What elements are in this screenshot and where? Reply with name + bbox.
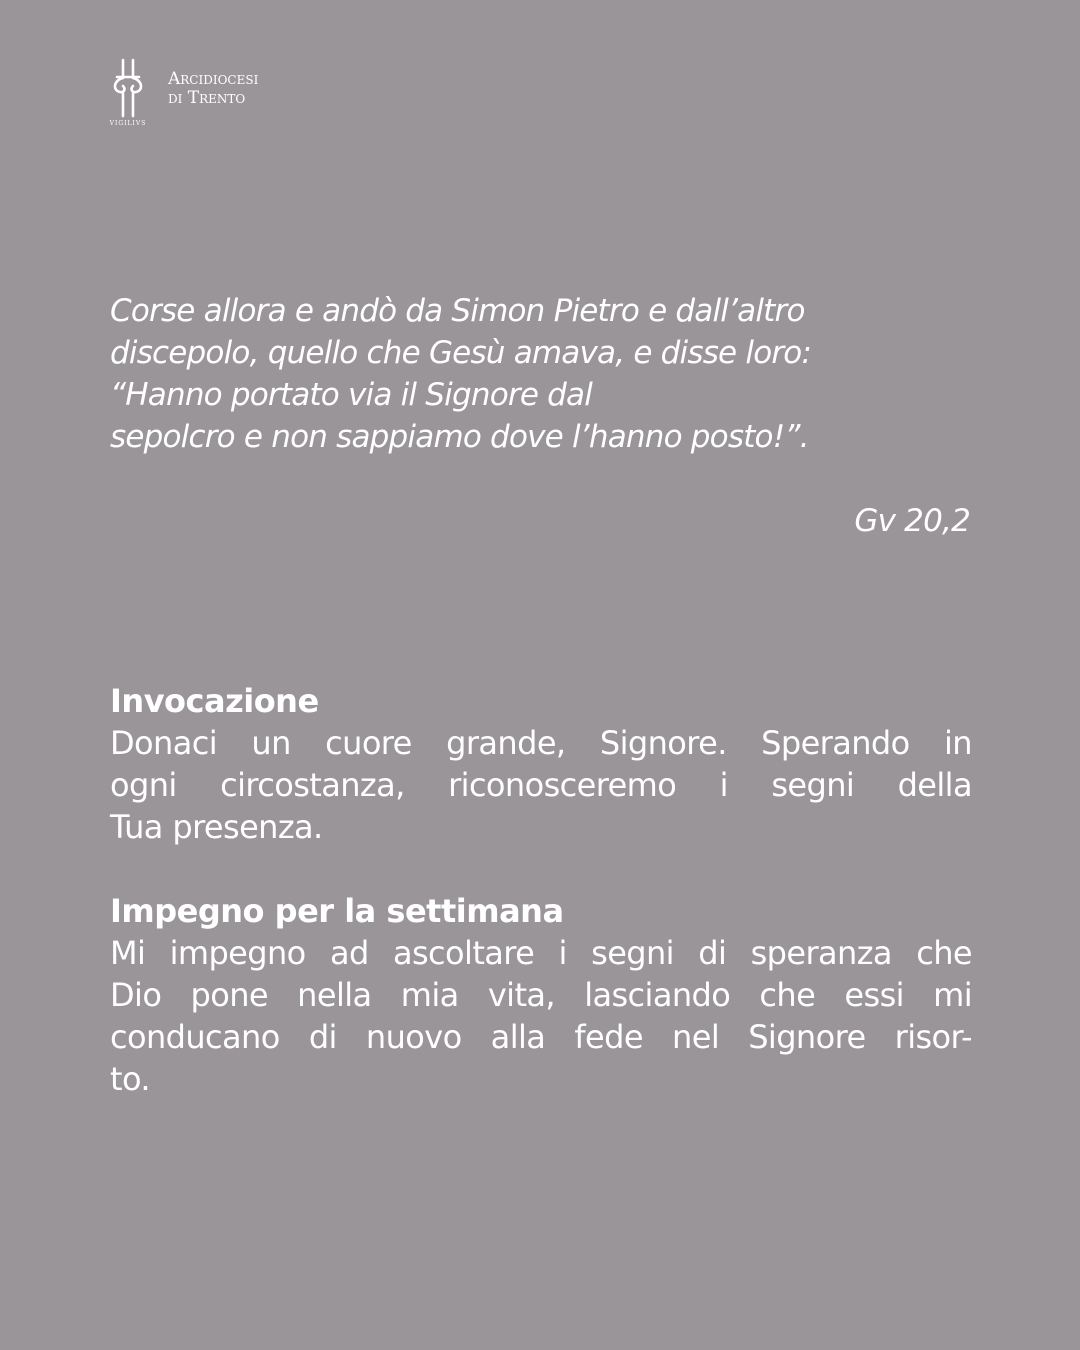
commitment-heading: Impegno per la settimana xyxy=(110,892,564,930)
commitment-line: Dio pone nella mia vita, lasciando che essi mi xyxy=(110,976,972,1014)
logo-line-1: Arcidiocesi xyxy=(168,69,259,89)
quote-line: “Hanno portato via il Signore dal xyxy=(110,377,593,413)
invocation-line: ogni circostanza, riconosceremo i segni della xyxy=(110,766,972,804)
invocation-section xyxy=(110,680,972,848)
invocation-text xyxy=(110,722,972,848)
logo-motto: VIGILIVS xyxy=(109,120,147,127)
diocese-logo xyxy=(108,58,308,130)
quote-line: discepolo, quello che Gesù amava, e disse loro: xyxy=(110,335,812,371)
commitment-section xyxy=(110,890,972,1100)
invocation-line: Tua presenza. xyxy=(110,808,323,846)
commitment-text xyxy=(110,932,972,1100)
invocation-heading: Invocazione xyxy=(110,682,319,720)
commitment-line: Mi impegno ad ascoltare i segni di speranza che xyxy=(110,934,972,972)
quote-line: Corse allora e andò da Simon Pietro e dall’altro xyxy=(110,293,805,329)
logo-wordmark xyxy=(168,70,258,108)
scripture-reference: Gv 20,2 xyxy=(854,503,970,539)
commitment-line: to. xyxy=(110,1060,150,1098)
logo-line-2: di Trento xyxy=(168,88,246,108)
quote-line: sepolcro e non sappiamo dove l’hanno posto!”. xyxy=(110,419,809,455)
commitment-line: conducano di nuovo alla fede nel Signore risor- xyxy=(110,1018,972,1056)
invocation-line: Donaci un cuore grande, Signore. Sperando in xyxy=(110,724,972,762)
scripture-quote xyxy=(110,290,980,458)
